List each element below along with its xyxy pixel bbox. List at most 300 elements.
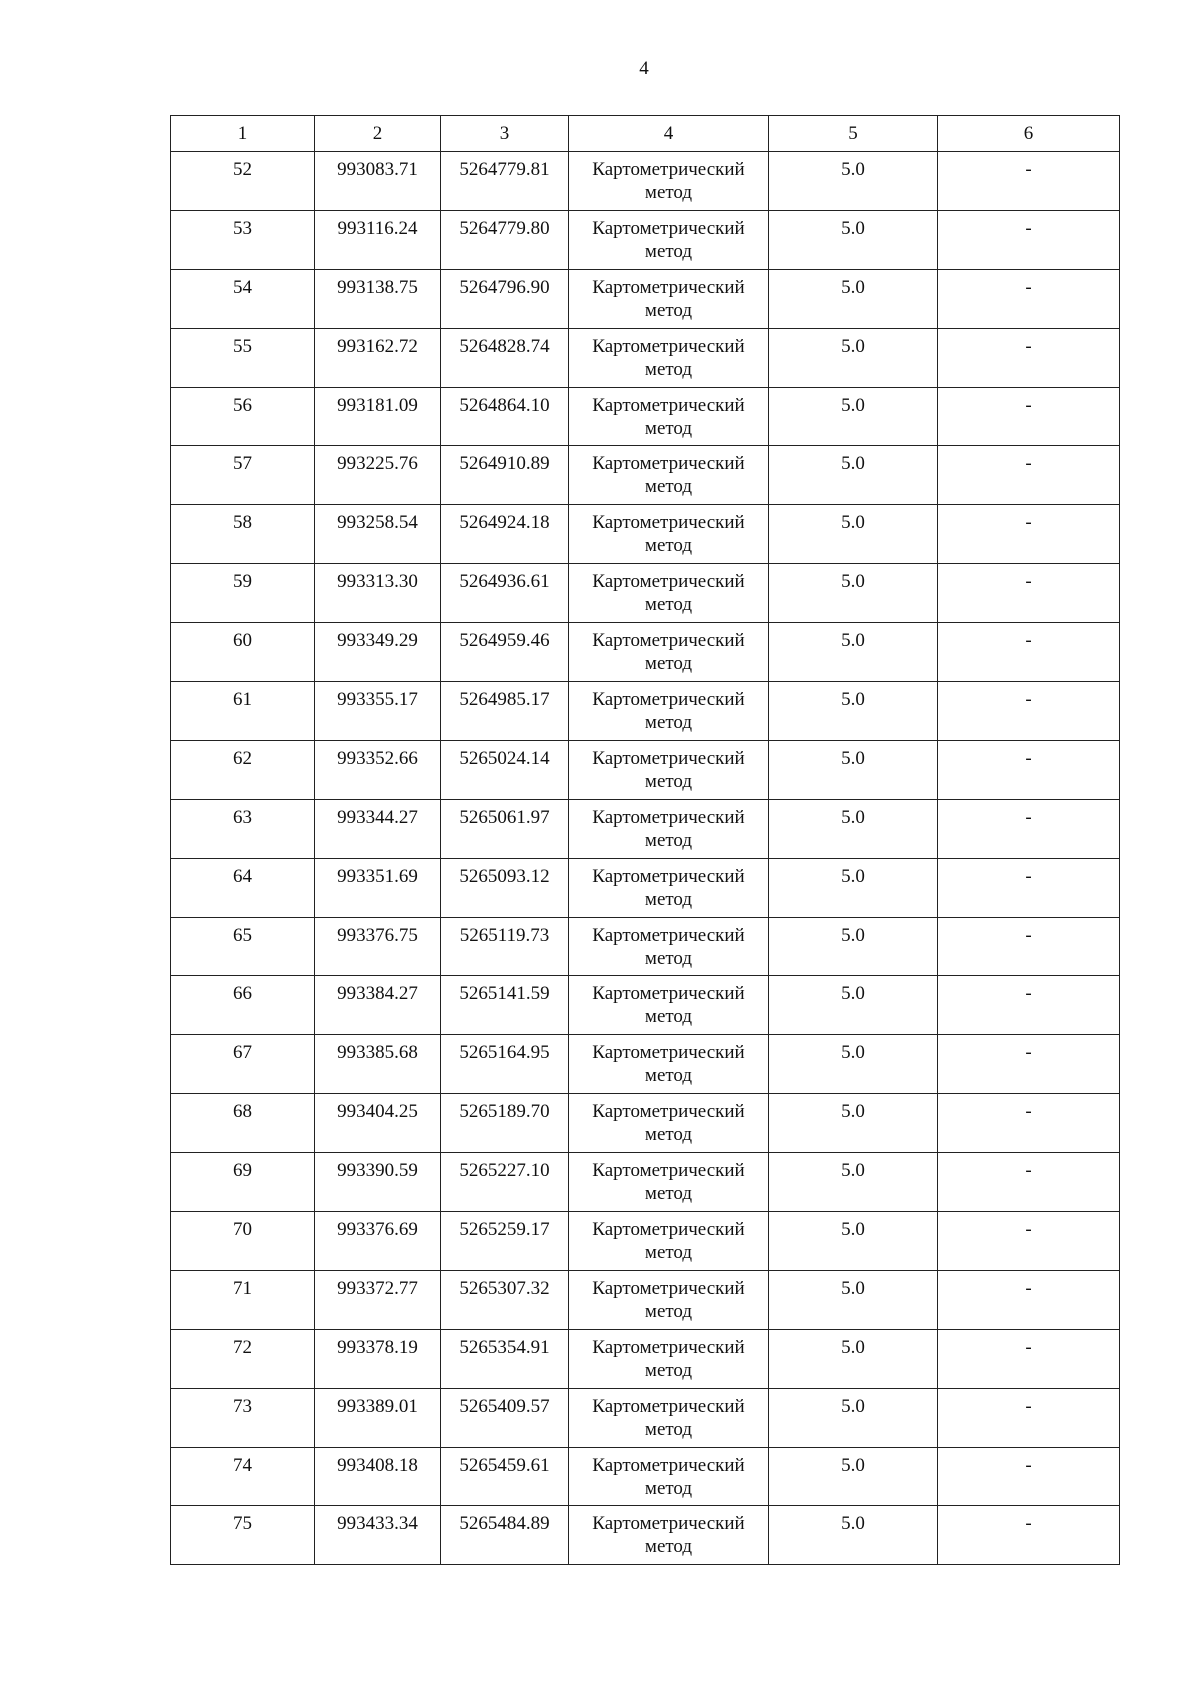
accuracy-text: 5.0	[841, 453, 865, 475]
y-coordinate-cell	[441, 740, 569, 799]
x-coordinate-cell	[315, 1153, 441, 1212]
method-text: Картометрический метод	[592, 1336, 745, 1381]
accuracy-cell	[769, 269, 938, 328]
point-number-text: 64	[233, 865, 252, 887]
point-number-text: 74	[233, 1454, 252, 1476]
x-coordinate-cell	[315, 210, 441, 269]
x-coordinate-text: 993408.18	[337, 1454, 418, 1476]
x-coordinate-text: 993162.72	[337, 335, 418, 357]
x-coordinate-cell	[315, 858, 441, 917]
method-cell	[569, 623, 769, 682]
x-coordinate-cell	[315, 564, 441, 623]
point-number-text: 75	[233, 1513, 252, 1535]
note-cell	[938, 917, 1120, 976]
method-text: Картометрический метод	[592, 1277, 745, 1322]
point-number-cell	[171, 328, 315, 387]
accuracy-text: 5.0	[841, 806, 865, 828]
x-coordinate-text: 993344.27	[337, 806, 418, 828]
point-number-text: 54	[233, 276, 252, 298]
y-coordinate-cell	[441, 623, 569, 682]
point-number-cell	[171, 446, 315, 505]
table-row	[171, 623, 1120, 682]
y-coordinate-cell	[441, 858, 569, 917]
y-coordinate-text: 5264779.81	[459, 159, 550, 180]
table-row	[171, 682, 1120, 741]
method-cell	[569, 1388, 769, 1447]
point-number-text: 52	[233, 159, 252, 180]
method-text: Картометрический метод	[592, 1395, 745, 1440]
x-coordinate-text: 993355.17	[337, 689, 418, 711]
coordinates-table	[170, 115, 1120, 1565]
x-coordinate-cell	[315, 446, 441, 505]
point-number-cell	[171, 1270, 315, 1329]
accuracy-text: 5.0	[841, 689, 865, 711]
note-text: -	[1025, 276, 1032, 298]
method-text: Картометрический метод	[592, 453, 745, 498]
method-text: Картометрический метод	[592, 276, 745, 321]
accuracy-text: 5.0	[841, 924, 865, 946]
point-number-cell	[171, 1153, 315, 1212]
y-coordinate-cell	[441, 1447, 569, 1506]
y-coordinate-cell	[441, 152, 569, 211]
table-row	[171, 1035, 1120, 1094]
x-coordinate-text: 993378.19	[337, 1336, 418, 1358]
accuracy-text: 5.0	[841, 1395, 865, 1417]
table-row	[171, 1270, 1120, 1329]
note-cell	[938, 740, 1120, 799]
point-number-text: 63	[233, 806, 252, 828]
x-coordinate-text: 993225.76	[337, 453, 418, 475]
note-text: -	[1025, 1336, 1032, 1358]
method-text: Картометрический метод	[592, 1101, 745, 1146]
column-header: 5	[769, 116, 938, 152]
note-cell	[938, 1153, 1120, 1212]
y-coordinate-cell	[441, 1035, 569, 1094]
table-row	[171, 858, 1120, 917]
note-text: -	[1025, 394, 1032, 416]
accuracy-text: 5.0	[841, 865, 865, 887]
note-text: -	[1025, 630, 1032, 652]
x-coordinate-cell	[315, 505, 441, 564]
method-cell	[569, 858, 769, 917]
x-coordinate-cell	[315, 269, 441, 328]
point-number-text: 59	[233, 571, 252, 593]
method-cell	[569, 740, 769, 799]
y-coordinate-text: 5265484.89	[459, 1513, 550, 1535]
x-coordinate-cell	[315, 1094, 441, 1153]
x-coordinate-cell	[315, 623, 441, 682]
point-number-text: 66	[233, 983, 252, 1005]
point-number-cell	[171, 505, 315, 564]
y-coordinate-text: 5265024.14	[459, 747, 550, 769]
x-coordinate-text: 993376.69	[337, 1219, 418, 1241]
method-cell	[569, 1447, 769, 1506]
method-cell	[569, 564, 769, 623]
accuracy-cell	[769, 210, 938, 269]
note-cell	[938, 210, 1120, 269]
x-coordinate-text: 993389.01	[337, 1395, 418, 1417]
point-number-cell	[171, 387, 315, 446]
method-cell	[569, 269, 769, 328]
method-cell	[569, 682, 769, 741]
point-number-text: 73	[233, 1395, 252, 1417]
y-coordinate-text: 5265354.91	[459, 1336, 550, 1358]
x-coordinate-cell	[315, 1329, 441, 1388]
method-cell	[569, 387, 769, 446]
x-coordinate-text: 993372.77	[337, 1277, 418, 1299]
x-coordinate-cell	[315, 152, 441, 211]
table-row	[171, 1447, 1120, 1506]
table-row	[171, 740, 1120, 799]
method-text: Картометрический метод	[592, 571, 745, 616]
note-cell	[938, 1329, 1120, 1388]
accuracy-cell	[769, 1447, 938, 1506]
method-text: Картометрический метод	[592, 689, 745, 734]
accuracy-text: 5.0	[841, 1160, 865, 1182]
x-coordinate-cell	[315, 1506, 441, 1565]
accuracy-text: 5.0	[841, 159, 865, 180]
note-cell	[938, 1388, 1120, 1447]
table-row	[171, 1153, 1120, 1212]
y-coordinate-text: 5265189.70	[459, 1101, 550, 1123]
x-coordinate-text: 993181.09	[337, 394, 418, 416]
table-row	[171, 210, 1120, 269]
note-cell	[938, 858, 1120, 917]
note-cell	[938, 682, 1120, 741]
table-row	[171, 446, 1120, 505]
note-text: -	[1025, 159, 1032, 180]
point-number-cell	[171, 1447, 315, 1506]
table-row	[171, 917, 1120, 976]
accuracy-cell	[769, 152, 938, 211]
method-text: Картометрический метод	[592, 983, 745, 1028]
method-text: Картометрический метод	[592, 1513, 745, 1558]
accuracy-text: 5.0	[841, 1513, 865, 1535]
point-number-text: 68	[233, 1101, 252, 1123]
x-coordinate-text: 993258.54	[337, 512, 418, 534]
accuracy-cell	[769, 446, 938, 505]
accuracy-text: 5.0	[841, 276, 865, 298]
y-coordinate-text: 5265061.97	[459, 806, 550, 828]
accuracy-text: 5.0	[841, 1277, 865, 1299]
accuracy-cell	[769, 505, 938, 564]
point-number-cell	[171, 682, 315, 741]
note-text: -	[1025, 1395, 1032, 1417]
y-coordinate-cell	[441, 328, 569, 387]
note-cell	[938, 623, 1120, 682]
accuracy-cell	[769, 976, 938, 1035]
x-coordinate-text: 993385.68	[337, 1042, 418, 1064]
y-coordinate-cell	[441, 446, 569, 505]
method-cell	[569, 1329, 769, 1388]
method-cell	[569, 1035, 769, 1094]
point-number-text: 65	[233, 924, 252, 946]
x-coordinate-text: 993116.24	[337, 217, 418, 239]
accuracy-cell	[769, 1035, 938, 1094]
y-coordinate-cell	[441, 505, 569, 564]
note-text: -	[1025, 1277, 1032, 1299]
y-coordinate-text: 5264828.74	[459, 335, 550, 357]
accuracy-text: 5.0	[841, 1454, 865, 1476]
note-text: -	[1025, 983, 1032, 1005]
note-text: -	[1025, 1160, 1032, 1182]
accuracy-cell	[769, 564, 938, 623]
note-cell	[938, 387, 1120, 446]
method-cell	[569, 1212, 769, 1271]
note-cell	[938, 799, 1120, 858]
x-coordinate-text: 993083.71	[337, 159, 418, 180]
y-coordinate-cell	[441, 1506, 569, 1565]
accuracy-text: 5.0	[841, 217, 865, 239]
accuracy-cell	[769, 387, 938, 446]
point-number-cell	[171, 152, 315, 211]
x-coordinate-cell	[315, 799, 441, 858]
accuracy-cell	[769, 1212, 938, 1271]
y-coordinate-cell	[441, 1212, 569, 1271]
accuracy-text: 5.0	[841, 394, 865, 416]
accuracy-cell	[769, 740, 938, 799]
method-text: Картометрический метод	[592, 335, 745, 380]
y-coordinate-cell	[441, 1329, 569, 1388]
accuracy-cell	[769, 1329, 938, 1388]
point-number-text: 71	[233, 1277, 252, 1299]
x-coordinate-cell	[315, 328, 441, 387]
method-text: Картометрический метод	[592, 1042, 745, 1087]
note-text: -	[1025, 924, 1032, 946]
y-coordinate-cell	[441, 1153, 569, 1212]
point-number-cell	[171, 564, 315, 623]
y-coordinate-cell	[441, 682, 569, 741]
table-row	[171, 1506, 1120, 1565]
column-header: 3	[441, 116, 569, 152]
x-coordinate-text: 993384.27	[337, 983, 418, 1005]
accuracy-cell	[769, 858, 938, 917]
accuracy-text: 5.0	[841, 1336, 865, 1358]
point-number-cell	[171, 623, 315, 682]
accuracy-cell	[769, 799, 938, 858]
note-cell	[938, 1035, 1120, 1094]
point-number-cell	[171, 1035, 315, 1094]
table-row	[171, 564, 1120, 623]
point-number-text: 55	[233, 335, 252, 357]
method-text: Картометрический метод	[592, 394, 745, 439]
x-coordinate-text: 993404.25	[337, 1101, 418, 1123]
note-text: -	[1025, 1042, 1032, 1064]
y-coordinate-text: 5264936.61	[459, 571, 550, 593]
accuracy-cell	[769, 682, 938, 741]
point-number-cell	[171, 976, 315, 1035]
table-row	[171, 505, 1120, 564]
page-number: 4	[639, 58, 649, 79]
method-cell	[569, 1153, 769, 1212]
table-row	[171, 976, 1120, 1035]
note-text: -	[1025, 217, 1032, 239]
x-coordinate-text: 993138.75	[337, 276, 418, 298]
table-header-row	[171, 116, 1120, 152]
note-cell	[938, 1506, 1120, 1565]
accuracy-cell	[769, 623, 938, 682]
table-row	[171, 1094, 1120, 1153]
point-number-text: 53	[233, 217, 252, 239]
method-cell	[569, 328, 769, 387]
y-coordinate-cell	[441, 1388, 569, 1447]
x-coordinate-cell	[315, 1270, 441, 1329]
x-coordinate-text: 993351.69	[337, 865, 418, 887]
point-number-text: 56	[233, 394, 252, 416]
note-text: -	[1025, 512, 1032, 534]
method-cell	[569, 1270, 769, 1329]
y-coordinate-text: 5264924.18	[459, 512, 550, 534]
y-coordinate-text: 5265227.10	[459, 1160, 550, 1182]
note-cell	[938, 446, 1120, 505]
note-cell	[938, 564, 1120, 623]
y-coordinate-text: 5264864.10	[459, 394, 550, 416]
column-header: 2	[315, 116, 441, 152]
note-text: -	[1025, 1513, 1032, 1535]
accuracy-cell	[769, 1270, 938, 1329]
point-number-text: 61	[233, 689, 252, 711]
method-text: Картометрический метод	[592, 1160, 745, 1205]
note-text: -	[1025, 1454, 1032, 1476]
y-coordinate-cell	[441, 564, 569, 623]
note-cell	[938, 152, 1120, 211]
x-coordinate-text: 993313.30	[337, 571, 418, 593]
table-row	[171, 799, 1120, 858]
note-text: -	[1025, 806, 1032, 828]
x-coordinate-text: 993352.66	[337, 747, 418, 769]
accuracy-text: 5.0	[841, 1101, 865, 1123]
accuracy-cell	[769, 1506, 938, 1565]
y-coordinate-text: 5264910.89	[459, 453, 550, 475]
accuracy-text: 5.0	[841, 983, 865, 1005]
point-number-cell	[171, 1212, 315, 1271]
point-number-cell	[171, 740, 315, 799]
point-number-text: 69	[233, 1160, 252, 1182]
y-coordinate-text: 5265164.95	[459, 1042, 550, 1064]
method-text: Картометрический метод	[592, 1219, 745, 1264]
point-number-text: 70	[233, 1219, 252, 1241]
y-coordinate-cell	[441, 210, 569, 269]
x-coordinate-text: 993376.75	[337, 924, 418, 946]
note-text: -	[1025, 453, 1032, 475]
point-number-cell	[171, 858, 315, 917]
table-row	[171, 152, 1120, 211]
x-coordinate-cell	[315, 682, 441, 741]
point-number-text: 58	[233, 512, 252, 534]
method-cell	[569, 976, 769, 1035]
accuracy-text: 5.0	[841, 571, 865, 593]
method-text: Картометрический метод	[592, 217, 745, 262]
table-row	[171, 387, 1120, 446]
accuracy-text: 5.0	[841, 1042, 865, 1064]
point-number-text: 62	[233, 747, 252, 769]
point-number-cell	[171, 269, 315, 328]
method-text: Картометрический метод	[592, 806, 745, 851]
method-text: Картометрический метод	[592, 924, 745, 969]
y-coordinate-text: 5264985.17	[459, 689, 550, 711]
point-number-cell	[171, 210, 315, 269]
accuracy-text: 5.0	[841, 747, 865, 769]
note-cell	[938, 1270, 1120, 1329]
method-text: Картометрический метод	[592, 159, 745, 203]
note-cell	[938, 1212, 1120, 1271]
x-coordinate-text: 993390.59	[337, 1160, 418, 1182]
table-row	[171, 269, 1120, 328]
note-cell	[938, 269, 1120, 328]
point-number-text: 60	[233, 630, 252, 652]
point-number-cell	[171, 1329, 315, 1388]
accuracy-cell	[769, 1153, 938, 1212]
column-header: 6	[938, 116, 1120, 152]
table-row	[171, 1212, 1120, 1271]
point-number-cell	[171, 917, 315, 976]
y-coordinate-text: 5265409.57	[459, 1395, 550, 1417]
y-coordinate-text: 5265307.32	[459, 1277, 550, 1299]
x-coordinate-cell	[315, 1035, 441, 1094]
point-number-cell	[171, 1094, 315, 1153]
note-cell	[938, 505, 1120, 564]
y-coordinate-text: 5265141.59	[459, 983, 550, 1005]
note-text: -	[1025, 335, 1032, 357]
table-row	[171, 328, 1120, 387]
x-coordinate-cell	[315, 1388, 441, 1447]
column-header: 4	[569, 116, 769, 152]
y-coordinate-cell	[441, 799, 569, 858]
y-coordinate-cell	[441, 976, 569, 1035]
point-number-text: 72	[233, 1336, 252, 1358]
y-coordinate-text: 5265259.17	[459, 1219, 550, 1241]
x-coordinate-cell	[315, 1212, 441, 1271]
y-coordinate-cell	[441, 917, 569, 976]
note-cell	[938, 328, 1120, 387]
method-cell	[569, 505, 769, 564]
y-coordinate-text: 5265459.61	[459, 1454, 550, 1476]
y-coordinate-cell	[441, 1094, 569, 1153]
accuracy-text: 5.0	[841, 1219, 865, 1241]
method-cell	[569, 917, 769, 976]
table-row	[171, 1388, 1120, 1447]
accuracy-text: 5.0	[841, 630, 865, 652]
note-cell	[938, 1447, 1120, 1506]
y-coordinate-text: 5264779.80	[459, 217, 550, 239]
point-number-text: 67	[233, 1042, 252, 1064]
note-text: -	[1025, 747, 1032, 769]
note-text: -	[1025, 865, 1032, 887]
x-coordinate-cell	[315, 387, 441, 446]
method-cell	[569, 1506, 769, 1565]
point-number-cell	[171, 799, 315, 858]
x-coordinate-cell	[315, 917, 441, 976]
y-coordinate-cell	[441, 269, 569, 328]
method-text: Картометрический метод	[592, 1454, 745, 1499]
note-text: -	[1025, 689, 1032, 711]
y-coordinate-text: 5264796.90	[459, 276, 550, 298]
method-text: Картометрический метод	[592, 512, 745, 557]
accuracy-text: 5.0	[841, 512, 865, 534]
accuracy-cell	[769, 1094, 938, 1153]
x-coordinate-text: 993433.34	[337, 1513, 418, 1535]
column-header: 1	[171, 116, 315, 152]
x-coordinate-cell	[315, 740, 441, 799]
method-cell	[569, 152, 769, 211]
y-coordinate-text: 5265119.73	[459, 924, 550, 946]
note-cell	[938, 1094, 1120, 1153]
method-text: Картометрический метод	[592, 747, 745, 792]
point-number-text: 57	[233, 453, 252, 475]
accuracy-cell	[769, 328, 938, 387]
x-coordinate-text: 993349.29	[337, 630, 418, 652]
note-text: -	[1025, 1219, 1032, 1241]
